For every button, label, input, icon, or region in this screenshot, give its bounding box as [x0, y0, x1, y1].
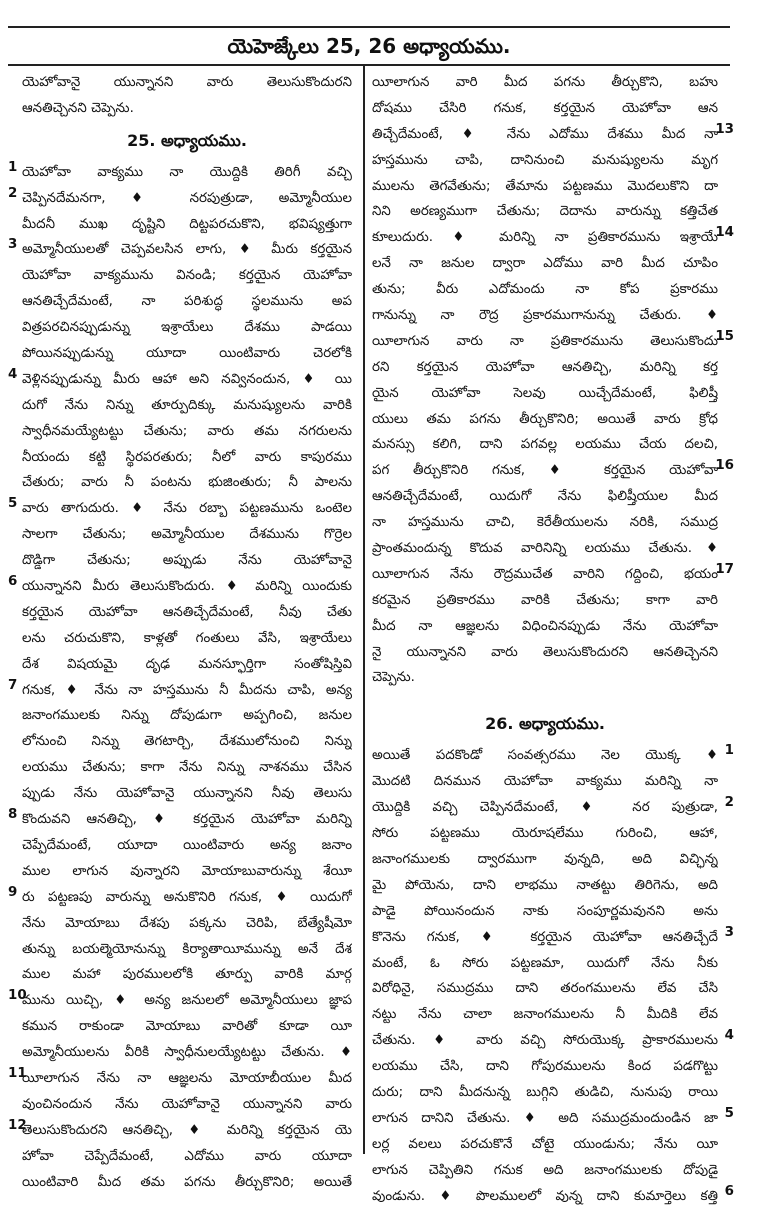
- line-text: యైన యెహోవా సెలవు యిచ్చేదేమంటే, ఫిలిష్తీ: [372, 385, 718, 401]
- line-text: ప్పుడు నేను యెహోవానై యున్నానని నీవు తెలుసు: [22, 786, 352, 802]
- text-line: [22, 755, 352, 781]
- verse-number: 13: [715, 122, 734, 137]
- line-text: ముల మహా పురములలోకి తూర్పు వారికి మార్గ: [22, 967, 352, 983]
- line-text: యెహోవా వాక్యమును వినండి; కర్తయైన యెహోవా: [22, 268, 352, 284]
- line-text: కరమైన ప్రతికారము వారికి చేతును; కాగా వారి: [372, 592, 718, 608]
- text-line: [372, 562, 718, 588]
- text-line: [372, 329, 718, 355]
- line-text: పగ తీర్చుకొనిరి గనుక, ♦ కర్తయైన యెహోవా: [372, 463, 718, 479]
- line-text: దొడ్డిగా చేతును; అప్పుడు నేను యెహోవానై: [22, 553, 352, 569]
- line-text: వెళ్లినప్పుడున్ను మీరు ఆహా అని నవ్వినందున, ♦ యి: [22, 371, 352, 387]
- text-line: [372, 407, 718, 433]
- text-line: [22, 1066, 352, 1092]
- line-text: లోనుంచి నిన్ను తెగటార్చి, దేశములోనుంచి నిన్ను: [22, 734, 352, 750]
- line-text: ఆనతిచ్చెనని చెప్పెను.: [22, 100, 134, 116]
- line-text: దురు; దాని మీదనున్న బుగ్గిని తుడిచి, నునుపు రాయి: [372, 1084, 718, 1100]
- text-line: [372, 925, 718, 951]
- text-line: [22, 988, 352, 1014]
- line-text: హస్తమును చాపి, దానినుంచి మనుష్యులను మృగ: [372, 152, 718, 168]
- line-text: లయము చేసి, దాని గోపురములను కింద పడగొట్టు: [372, 1059, 718, 1075]
- line-text: ప్రాంతమందున్న కొదువ వారినిన్ని లయము చేతును.♦: [372, 541, 718, 557]
- line-text: సాలగా చేతును; అమ్మోనీయుల దేశమును గొర్రెల: [22, 527, 352, 543]
- text-line: [22, 703, 352, 729]
- text-line: [22, 289, 352, 315]
- text-line: [22, 652, 352, 678]
- line-text: నా హస్తమును చాచి, కెరేతీయులను నరికి, సముద్ర: [372, 515, 718, 531]
- line-text: ములను తెగవేతును; తేమాను పట్టణము మొదలుకొని దా: [372, 178, 718, 194]
- text-line: [22, 781, 352, 807]
- line-text: స్వాధీనమయ్యేటట్టు చేతును; వారు తమ నగరులను: [22, 423, 352, 439]
- text-line: [372, 640, 718, 666]
- text-line: [372, 951, 718, 977]
- line-text: లర్ల వలలు పరచుకొనే చోటై యుండును; నేను యీ: [372, 1136, 718, 1152]
- text-line: [372, 148, 718, 174]
- verse-number: 6: [8, 574, 18, 589]
- text-line: [372, 873, 718, 899]
- text-line: [372, 899, 718, 925]
- line-text: నీయందు కట్టి స్థిరపరతురు; నీలో వారు కాపురము: [22, 449, 352, 465]
- line-text: ఆనతిచ్చేదేమంటే, యిదుగో నేను ఫిలిష్తీయుల మీద: [372, 489, 718, 505]
- text-line: [372, 303, 718, 329]
- line-text: దేశ విషయమై దృఢ మనస్ఫూర్తిగా సంతోషిస్తివి: [22, 656, 352, 672]
- text-line: [372, 510, 718, 536]
- text-line: [22, 393, 352, 419]
- line-text: విరోధినై, సముద్రము దాని తరంగములను లేవ చేసి: [372, 981, 718, 997]
- text-line: [22, 859, 352, 885]
- line-text: లాగున చెప్పితిని గనుక అది జనాంగములకు దోపుడై: [372, 1162, 718, 1178]
- text-line: [22, 470, 352, 496]
- line-text: హోవా చెప్పేదేమంటే, ఎదోము వారు యూదా: [22, 1148, 352, 1164]
- text-line: [22, 341, 352, 367]
- text-line: [22, 574, 352, 600]
- line-text: వారు తాగుదురు. ♦ నేను రబ్బా పట్టణమును ఒంటెల: [22, 501, 352, 517]
- line-text: యీలాగున వారి మీద పగను తీర్చుకొని, బహు: [372, 75, 718, 90]
- page-header: [8, 26, 730, 66]
- line-text: జనాంగములకు నిన్ను దోపుడుగా అప్పగించి, జనుల: [22, 708, 352, 724]
- line-text: తును; వీరు ఎదోమందు నా కోప ప్రకారము: [372, 282, 718, 298]
- line-text: కొనెను గనుక, ♦ కర్తయైన యెహోవా ఆనతిచ్చేదే: [372, 929, 718, 945]
- text-line: [372, 1132, 718, 1158]
- line-text: వుండును. ♦ పొలములలో వున్న దాని కుమార్తెలు కత్తి: [372, 1188, 718, 1204]
- line-text: మును యిచ్చి, ♦ అన్య జనులలో అమ్మోనీయులు జ్ఞాప: [22, 993, 352, 1009]
- line-text: నేను మోయాబు దేశపు పక్కను చెరిపి, బేత్యేషీమో: [22, 915, 352, 931]
- text-line: [372, 1080, 718, 1106]
- verse-number: 1: [724, 743, 734, 758]
- line-text: నిని అరణ్యముగా చేతును; దెదాను వారున్ను కత్తిచేత: [372, 204, 718, 220]
- text-line: [22, 1118, 352, 1144]
- line-text: అయితే పదకొండో సంవత్సరము నెల యొక్క ♦: [372, 748, 718, 764]
- line-text: అమ్మోనీయులను వీరికి స్వాధీనులయ్యేటట్టు చేతును. ♦: [22, 1045, 352, 1061]
- line-text: సోరు పట్టణము యెరూషలేము గురించి, ఆహా,: [372, 826, 718, 842]
- text-line: [22, 496, 352, 522]
- text-line: [372, 96, 718, 122]
- verse-number: 14: [715, 225, 734, 240]
- text-line: [22, 1092, 352, 1118]
- chapter-heading: 25. అధ్యాయము.: [127, 130, 247, 150]
- left-column: [8, 70, 352, 1195]
- verse-number: 10: [8, 988, 27, 1003]
- text-line: [22, 937, 352, 963]
- line-text: యున్నానని మీరు తెలుసుకొందురు. ♦ మరిన్ని యిందుకు: [22, 579, 352, 595]
- line-text: నై యున్నానని వారు తెలుసుకొందురని ఆనతిచ్చెనని: [372, 644, 718, 660]
- line-text: చేతును. ♦ వారు వచ్చి సోరుయొక్క ప్రాకారములను: [372, 1033, 718, 1049]
- text-line: [22, 885, 352, 911]
- text-line: [22, 1040, 352, 1066]
- text-line: [372, 199, 718, 225]
- line-text: మీద నా ఆజ్ఞలను విధించినప్పుడు నేను యెహోవా: [372, 618, 718, 634]
- line-text: పోయినప్పుడున్ను యూదా యింటివారు చెరలోకి: [22, 346, 352, 362]
- text-line: [372, 588, 718, 614]
- text-line: [372, 769, 718, 795]
- text-line: [22, 160, 352, 186]
- verse-number: 3: [724, 925, 734, 940]
- line-text: చెప్పినదేమనగా, ♦ నరపుత్రుడా, అమ్మోనీయుల: [22, 190, 352, 206]
- text-line: [372, 1184, 718, 1209]
- text-line: [22, 315, 352, 341]
- text-line: [22, 911, 352, 937]
- line-text: తున్ను బయల్మెయోనున్ను కిర్యాతాయీమున్ను అనే దేశ: [22, 941, 352, 957]
- line-text: చెప్పెను.: [372, 670, 415, 686]
- line-text: కొందువని ఆనతిచ్చి, ♦ కర్తయైన యెహోవా మరిన్ని: [22, 812, 352, 828]
- line-text: పాడై పోయినందున నాకు సంపూర్ణమవునని అను: [372, 903, 718, 919]
- text-line: [22, 212, 352, 238]
- line-text: కర్తయైన యెహోవా ఆనతిచ్చేదేమంటే, నీవు చేతు: [22, 604, 352, 620]
- verse-number: 4: [724, 1028, 734, 1043]
- text-line: [372, 743, 718, 769]
- text-line: [372, 847, 718, 873]
- verse-number: 12: [8, 1118, 27, 1133]
- text-line: [22, 237, 352, 263]
- text-line: [372, 122, 718, 148]
- verse-number: 2: [8, 186, 18, 201]
- text-line: [22, 833, 352, 859]
- text-line: [372, 355, 718, 381]
- line-text: మంటే, ఓ సోరు పట్టణమా, యిదుగో నేను నీకు: [372, 955, 718, 971]
- verse-number: 8: [8, 807, 18, 822]
- line-text: యొద్దికి వచ్చి చెప్పినదేమంటే, ♦ నర పుత్రుడా,: [372, 800, 718, 816]
- text-line: [372, 1054, 718, 1080]
- text-line: [22, 419, 352, 445]
- line-text: యింటివారి మీద తమ పగను తీర్చుకొనిరి; అయితే: [22, 1174, 352, 1190]
- text-line: [22, 186, 352, 212]
- line-text: లాగున దానిని చేతును. ♦ అది సముద్రమందుండిన జా: [372, 1110, 718, 1126]
- line-text: కూలుదురు. ♦ మరిన్ని నా ప్రతికారమును ఇశ్రాయే: [372, 230, 718, 246]
- right-column: [372, 70, 734, 1209]
- text-line: [22, 962, 352, 988]
- line-text: యీలాగున నేను రౌద్రముచేత వారిని గద్దించి, భయం: [372, 566, 718, 582]
- line-text: లయము చేతును; కాగా నేను నిన్ను నాశనము చేసిన: [22, 760, 352, 776]
- verse-number: 2: [724, 795, 734, 810]
- text-line: [22, 678, 352, 704]
- text-line: [372, 1028, 718, 1054]
- verse-number: 5: [724, 1106, 734, 1121]
- verse-number: 7: [8, 678, 18, 693]
- line-text: విత్రపరచినప్పుడున్ను ఇశ్రాయేలు దేశము పాడయి: [22, 320, 352, 336]
- text-line: [372, 795, 718, 821]
- text-line: [372, 225, 718, 251]
- line-text: మనస్సు కలిగి, దాని పగవల్ల లయము చేయ దలచి,: [372, 437, 718, 453]
- text-line: [372, 976, 718, 1002]
- text-line: [372, 614, 718, 640]
- line-text: కమున రాకుండా మోయాబు వారితో కూడా యీ: [22, 1019, 352, 1035]
- line-text: అమ్మోనీయులతో చెప్పవలసిన లాగు, ♦ మీరు కర్తయైన: [22, 242, 352, 258]
- page-header-title: యెహెజ్కేలు 25, 26 అధ్యాయము.: [227, 34, 511, 58]
- line-text: నట్టు నేను చాలా జనాంగములను నీ మీదికి లేవ: [372, 1007, 718, 1023]
- text-line: [22, 70, 352, 96]
- line-text: రని కర్తయైన యెహోవా ఆనతిచ్చి, మరిన్ని కర్త: [372, 359, 718, 375]
- text-line: [22, 445, 352, 471]
- line-text: లను చరుచుకొని, కాళ్లతో గంతులు వేసి, ఇశ్రాయేలు: [22, 630, 352, 646]
- text-line: [372, 821, 718, 847]
- line-text: యీలాగున నేను నా ఆజ్ఞలను మోయాబీయుల మీద: [22, 1070, 352, 1086]
- line-text: చెప్పేదేమంటే, యూదా యింటివారు అన్య జనాం: [22, 837, 352, 853]
- text-line: [372, 458, 718, 484]
- line-text: మొదటి దినమున యెహోవా వాక్యము మరిన్ని నా: [372, 774, 718, 790]
- text-line: [372, 484, 718, 510]
- line-text: జనాంగములకు ద్వారముగా వున్నది, అది విచ్ఛిన్న: [372, 851, 718, 867]
- text-line: [372, 1158, 718, 1184]
- line-text: యెహోవానై యున్నానని వారు తెలుసుకొందురని: [22, 75, 352, 90]
- text-line: [372, 1106, 718, 1132]
- line-text: రు పట్టణపు వారున్ను అనుకొనిరి గనుక, ♦ యిదుగో: [22, 889, 352, 905]
- line-text: వుంచినందున నేను యెహోవానై యున్నానని వారు: [22, 1096, 352, 1112]
- line-text: యులు తమ పగను తీర్చుకొనిరి; అయితే వారు క్రోధ: [372, 411, 718, 427]
- line-text: యెహోవా వాక్యము నా యొద్దికి తిరిగీ వచ్చి: [22, 164, 352, 180]
- verse-number: 11: [8, 1066, 27, 1081]
- text-line: [22, 600, 352, 626]
- text-line: [372, 1002, 718, 1028]
- line-text: ఆనతిచ్చేదేమంటే, నా పరిశుద్ధ స్థలమును అప: [22, 294, 352, 310]
- text-line: [22, 1144, 352, 1170]
- text-line: [22, 263, 352, 289]
- text-line: [372, 381, 718, 407]
- text-line: [22, 1170, 352, 1196]
- verse-number: 15: [715, 329, 734, 344]
- line-text: చేతురు; వారు నీ పంటను భుజింతురు; నీ పాలను: [22, 475, 352, 491]
- line-text: తిచ్చేదేమంటే, ♦ నేను ఎదోము దేశము మీద నా: [372, 126, 718, 142]
- text-line: [372, 70, 718, 96]
- text-line: [372, 432, 718, 458]
- line-text: మీదనీ ముఖ దృష్టిని దిట్టపరచుకొని, భవిష్యత్తుగా: [22, 216, 352, 232]
- text-line: [372, 251, 718, 277]
- line-text: దుగో నేను నిన్ను తూర్పుదిక్కు మనుష్యులను వారికి: [22, 397, 352, 413]
- line-text: గనుక, ♦ నేను నా హస్తమును నీ మీదను చాపి, అన్య: [22, 682, 352, 698]
- text-line: [22, 522, 352, 548]
- text-line: [372, 277, 718, 303]
- verse-number: 3: [8, 237, 18, 252]
- text-line: [22, 729, 352, 755]
- text-line: [22, 807, 352, 833]
- line-text: ముల లాగున వున్నారని మోయాబువారున్ను శేయీ: [22, 863, 352, 879]
- verse-number: 17: [715, 562, 734, 577]
- verse-number: 5: [8, 496, 18, 511]
- verse-number: 4: [8, 367, 18, 382]
- verse-number: 6: [724, 1184, 734, 1199]
- text-line: [372, 174, 718, 200]
- text-line: [372, 665, 718, 691]
- line-text: దోషము చేసిరి గనుక, కర్తయైన యెహోవా ఆన: [372, 100, 718, 116]
- line-text: లనే నా జనుల ద్వారా ఎదోము వారి మీద చూపిం: [372, 256, 718, 272]
- line-text: గానున్ను నా రౌద్ర ప్రకారముగానున్ను చేతురు. ♦: [372, 308, 718, 324]
- verse-number: 9: [8, 885, 18, 900]
- verse-number: 16: [715, 458, 734, 473]
- line-text: తెలుసుకొందురని ఆనతిచ్చి, ♦ మరిన్ని కర్తయైన యె: [22, 1122, 352, 1138]
- text-line: [22, 96, 352, 122]
- text-line: [22, 367, 352, 393]
- chapter-heading: 26. అధ్యాయము.: [485, 714, 605, 734]
- text-line: [22, 548, 352, 574]
- column-divider: [363, 66, 365, 1154]
- verse-number: 1: [8, 160, 18, 175]
- line-text: యీలాగున వారు నా ప్రతికారమును తెలుసుకొందు: [372, 333, 718, 349]
- text-line: [22, 1014, 352, 1040]
- text-line: [22, 626, 352, 652]
- text-line: [372, 536, 718, 562]
- line-text: మై పోయెను, దాని లాభము నాతట్టు తిరిగెను, అది: [372, 877, 718, 893]
